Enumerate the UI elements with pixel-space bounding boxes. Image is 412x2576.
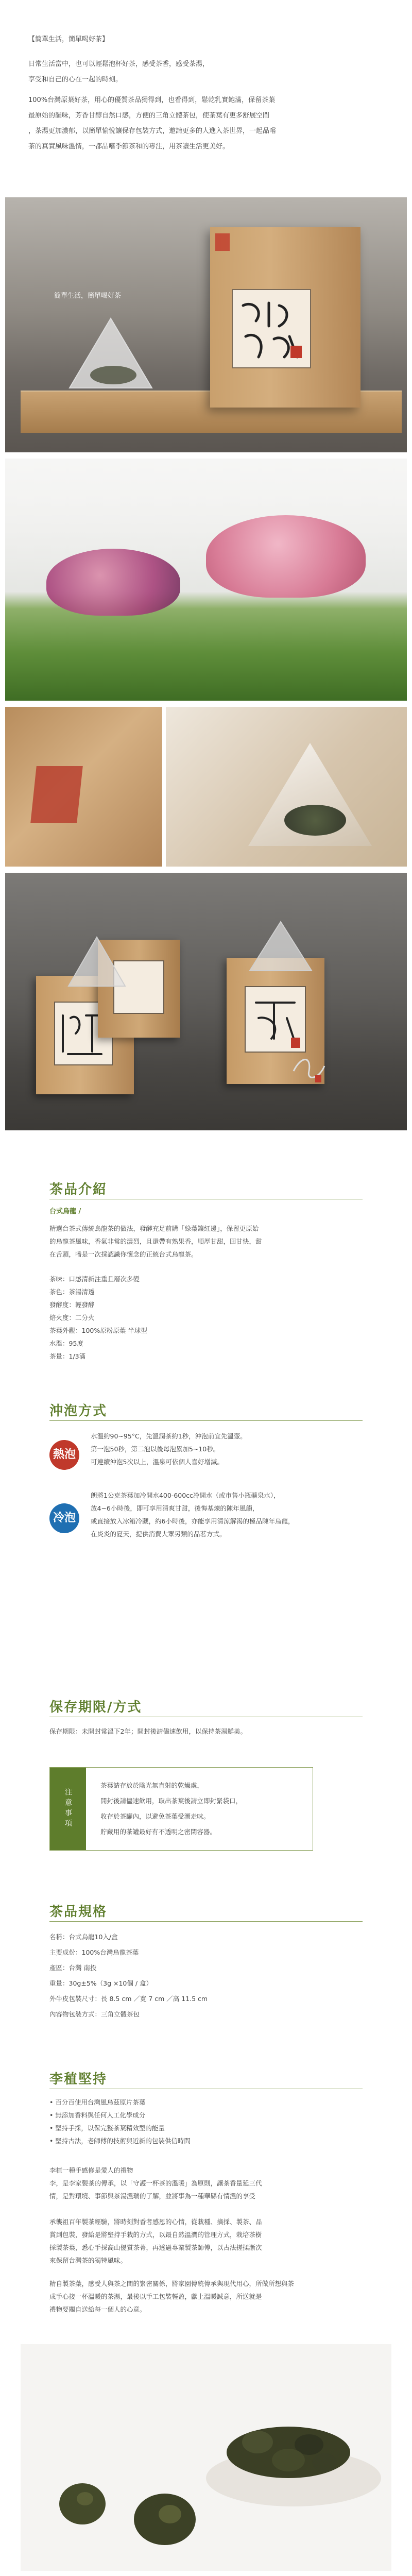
note-text [100,1778,306,1840]
box-seal-closeup-photo [5,707,162,867]
divider [49,1420,363,1421]
tea-leaves-icon [284,805,346,836]
insist-para-1 [49,2164,363,2202]
para-line: 李，是李家製茶的傳承，以「守護一杯茶的溫暖」為原則，讓茶香量延三代 [49,2179,262,2187]
box-label [245,986,306,1053]
insist-bullets [49,2096,363,2147]
tea-picking-photo [5,459,407,701]
note-line: 開封後請儘速飲用，取出茶葉後請立即封緊袋口， [100,1797,243,1805]
tea-leaves-icon [21,2344,391,2571]
desc-line: 在舌頭，噃是一次採認識你懷念的正統台式烏龍茶。 [49,1250,198,1258]
spec-detail-line: 名稱：台式烏龍10入/盒 [49,1933,118,1941]
intro-line: 享受和自己的心在一起的時刻。 [28,76,123,83]
storage-section-title: 保存期限/方式 [49,1700,142,1715]
signature-icon [288,1050,330,1087]
spec-list [49,1273,363,1363]
note-line: 貯藏用的茶罐最好有不透明之密閉容器。 [100,1828,217,1836]
photo-caption: 簡單生活，簡單喝好茶 [54,292,122,300]
insist-para-3 [49,2277,363,2316]
box-label [232,289,311,368]
spec-detail-line: 內容物包裝方式：三角立體茶包 [49,2010,140,2018]
insist-bullet: • 堅持古法，老師傅的技術與近新的包裝供信時間 [49,2137,191,2145]
intro-line: ，茶湯更加濃郁，以簡單愉悅讓保存包裝方式，邀請更多的人進入茶世界，一起品嚐 [28,127,277,135]
red-seal-icon [30,766,83,823]
insist-bullet: • 無添加香料與任何人工化學成分 [49,2111,146,2119]
spec-line: 茶色：茶湯清透 [49,1288,95,1296]
hat-right [206,515,366,598]
tea-bag-closeup-photo [166,707,407,867]
insist-bullet: • 堅持手採，以保完整茶葉精效型的能量 [49,2124,165,2132]
cold-brew-badge: 冷泡 [49,1503,79,1533]
calligraphy-logo-icon [246,987,305,1052]
brew-line: 朗將1公克茶葉加冷開水400-600cc冷開水（或市售小瓶礦泉水）， [91,1492,280,1499]
brew-line: 或直接放入冰箱冷藏，約6小時後，亦能享用清涼解渴的極品陳年烏龍， [91,1517,295,1525]
intro-heading: 【簡單生活，簡單喝好茶】 [28,36,109,43]
tea-bag-icon [247,919,314,976]
tea-bag-icon [64,316,157,393]
hot-brew-row [49,1430,363,1476]
intro-line: 100%台灣原葉好茶，用心的優質茶品獨得到，也看得到，鬆乾乳實飽滿，保留茶葉 [28,96,276,104]
spec-line: 茶葉外觀：100%原粉原葉 半球型 [49,1327,147,1334]
para-line: 採製茶葉，悉心手採高山優質茶菁，再透過專業製茶師傅，以古法搓揉漸次 [49,2244,262,2251]
para-line: 成手心接一杯溫暖的茶湯，最後以手工包裝輕盈，獻上溫暖誠意，所送就是 [49,2293,262,2300]
para-line: 禮物要關自送給每一個人的心意。 [49,2306,146,2313]
spec-section-title: 茶品規格 [49,1904,108,1920]
intro-block [28,32,358,155]
intro-section-subtitle: 台式烏龍 / [49,1208,81,1215]
intro-description [49,1222,363,1261]
para-line: 承襲祖百年製茶經驗，將時刻對香者感恩的心情，從栽種、摘採、製茶、品 [49,2218,262,2226]
note-line: 收存於茶罐內，以避免茶葉受潮走味。 [100,1812,210,1820]
hot-brew-badge: 熱泡 [49,1440,79,1470]
red-seal-icon [215,233,230,251]
intro-line: 最原始的韻味，芳香甘醇自然口感，方便的三角立體茶包，使茶葉有更多舒展空間 [28,112,270,120]
tea-bag-icon [66,935,128,991]
brew-line: 第一泡50秒，第二泡以後每泡累加5~10秒。 [91,1445,220,1453]
desc-line: 的烏龍茶風味，香氣非常的濃烈，且還帶有熟果香，順厚甘甜，回甘快，甜 [49,1238,262,1245]
para-line: 來保留台灣茶的獨特風味。 [49,2257,127,2264]
divider [49,1921,363,1922]
spec-line: 茶量：1/3滿 [49,1352,86,1360]
storage-line: 保存期限：未開封常溫下2年；開封後請儘速飲用，以保持茶湯鮮美。 [49,1727,247,1735]
tea-leaves-photo [21,2344,391,2571]
hat-left [46,549,180,616]
spec-detail-line: 外牛皮包裝尺寸：長 8.5 cm ／寬 7 cm ／高 11.5 cm [49,1995,208,2003]
brew-section-title: 沖泡方式 [49,1403,108,1419]
product-box [210,227,360,408]
spec-line: 茶味：口感清新注重且層次多變 [49,1275,140,1283]
insist-para-2 [49,2215,363,2267]
spec-detail-list [49,1929,363,2022]
desc-line: 精選台茶式傳統烏龍茶的做法，發酵充足前購「綠葉鑲紅邊」，保留更原始 [49,1225,259,1232]
cold-brew-text [91,1489,358,1540]
intro-line: 日常生活當中，也可以輕鬆泡杯好茶，感受茶香，感受茶湯， [28,60,210,68]
note-tag: 注意事項 [50,1768,86,1850]
hot-brew-text [91,1430,358,1468]
spec-line: 發酵度：輕發酵 [49,1301,95,1309]
note-line: 茶葉請存放於陰光無直射的乾燥處， [100,1782,204,1789]
para-line: 情，是對環境、事節與茶湯溫瑞的了解，並將事為一種華縣有情溫的享受 [49,2192,256,2200]
brew-line: 放4~6小時後，即可享用清爽甘甜，後悔基煉的陳年風韻， [91,1504,259,1512]
para-line: 精自製茶葉，感受人與茶之間的緊密關係，將家園傳統傳承與現代用心，所做所想與茶 [49,2280,295,2287]
para-line: 李植一種手感修是愛人的禮物 [49,2166,133,2174]
spec-detail-line: 產區：台灣 南投 [49,1964,97,1972]
cold-brew-row [49,1489,363,1546]
brew-line: 水溫約90~95°C，先溫潤茶約1秒，沖泡前宜先溫壺。 [91,1432,247,1440]
spec-detail-line: 主要成份：100%台灣烏龍茶葉 [49,1948,139,1956]
spec-line: 水溫：95度 [49,1340,83,1347]
product-box-photo [5,197,407,452]
product-boxes-photo [5,873,407,1130]
intro-section-title: 茶品介紹 [49,1182,108,1197]
para-line: 賞到包裝，發給是將堅持手栽的方式，以最自然溫潤的管理方式，栽培茶樹 [49,2231,262,2239]
brew-line: 可連續沖泡5次以上，溫泉可依個人喜好增減。 [91,1458,224,1466]
brew-line: 在炎炎的夏天，提供消費大眾另類的品茗方式。 [91,1530,226,1538]
intro-line: 茶的真實風味溫情，一都品嚐季節茶和的專注，用茶讓生活更美好。 [28,143,230,150]
storage-note-box [49,1767,313,1851]
insist-section-title: 李稙堅持 [49,2072,108,2087]
spec-detail-line: 重量：30g±5%（3g ×10個 / 盒） [49,1979,153,1987]
insist-bullet: • 百分百使用台灣風烏茲原片茶葉 [49,2098,146,2106]
spec-line: 焙火度：二分火 [49,1314,95,1321]
calligraphy-logo-icon [233,290,310,367]
